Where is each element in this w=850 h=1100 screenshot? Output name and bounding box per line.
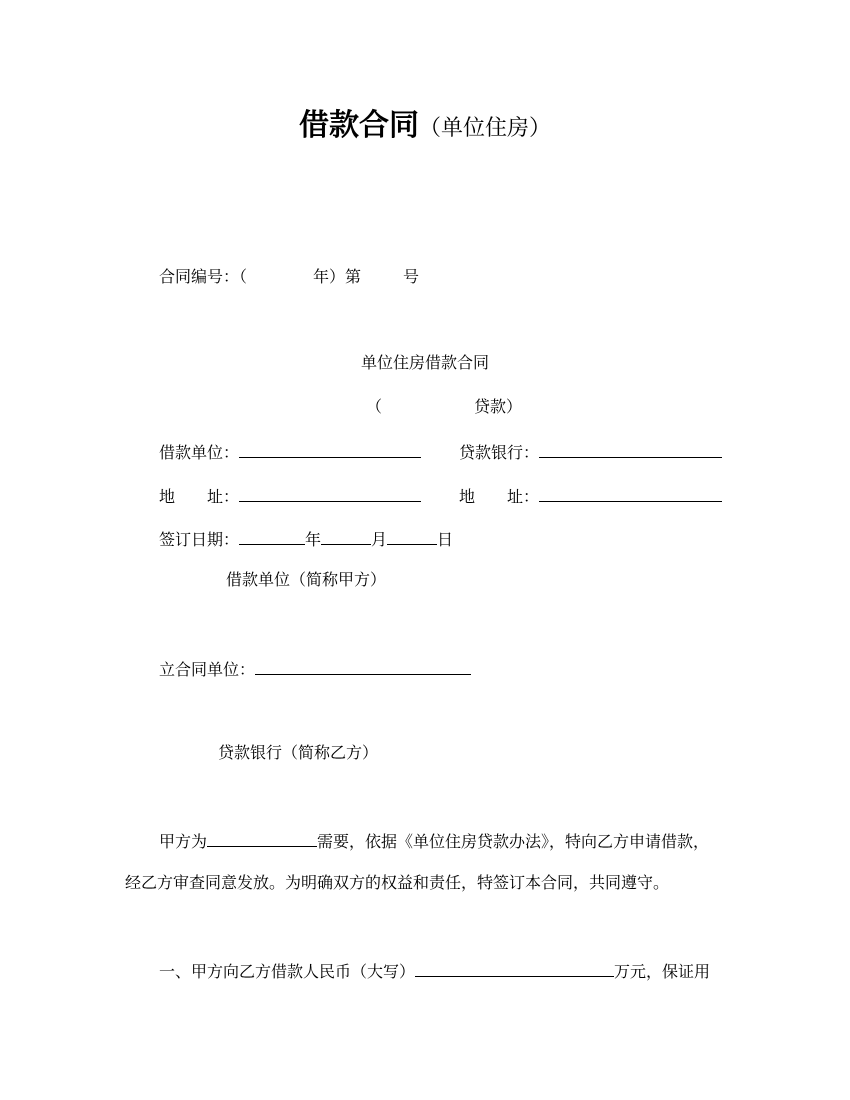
borrower-address-field [159,483,421,508]
sign-date-year: 年 [305,530,322,549]
party-b-text: 贷款银行（简称乙方） [218,743,379,762]
address-label-char1: 地 [159,487,176,506]
contract-number-year: 年）第 [313,267,362,286]
address-label-char2: 址： [507,487,540,506]
clause-1-part-1: 一、甲方向乙方借款人民币（大写） [159,962,416,981]
loan-type-line [366,396,522,418]
party-b-description [218,742,378,764]
paragraph-1-line-2-text: 经乙方审查同意发放。为明确双方的权益和责任，特签订本合同，共同遵守。 [125,873,670,892]
contract-number-label: 合同编号： [159,267,240,286]
paragraph-1-line-2 [125,872,669,894]
sign-date-month-blank[interactable] [321,526,371,545]
party-a-description [226,569,386,591]
sign-date-month: 月 [371,530,388,549]
contract-number-line [159,266,419,288]
lender-address-field [459,483,722,508]
lender-bank-label: 贷款银行： [459,443,540,462]
borrower-address-blank[interactable] [239,483,421,502]
sign-date-day-blank[interactable] [387,526,437,545]
title-main: 借款合同 [298,108,419,143]
address-label-char1: 地 [459,487,476,506]
party-a-text: 借款单位（简称甲方） [226,570,387,589]
sign-date-label: 签订日期： [159,530,240,549]
purpose-blank[interactable] [207,828,317,847]
contract-unit-field [159,656,471,681]
address-label-char2: 址： [207,487,240,506]
loan-type-suffix: 贷款） [474,397,523,416]
borrower-unit-field [159,439,421,464]
contract-subtitle [0,352,850,374]
sign-date-year-blank[interactable] [239,526,305,545]
loan-type-open-paren: （ [366,397,383,416]
subtitle-text: 单位住房借款合同 [360,353,489,372]
loan-amount-blank[interactable] [415,958,614,977]
paragraph-1-part-2: 需要，依据《单位住房贷款办法》，特向乙方申请借款， [317,832,710,851]
lender-bank-blank[interactable] [539,439,722,458]
sign-date-day: 日 [437,530,454,549]
contract-unit-blank[interactable] [255,656,471,675]
clause-1-line [159,958,710,983]
clause-1-part-2: 万元，保证用 [614,962,711,981]
contract-unit-label: 立合同单位： [159,660,256,679]
contract-number-open-paren: （ [239,267,248,286]
sign-date-field [159,526,453,551]
paragraph-1-part-1: 甲方为 [159,832,208,851]
lender-address-blank[interactable] [539,483,722,502]
borrower-unit-blank[interactable] [239,439,421,458]
paragraph-1-line-1 [159,828,709,853]
lender-bank-field [459,439,722,464]
contract-number-suffix: 号 [403,267,420,286]
borrower-unit-label: 借款单位： [159,443,240,462]
document-title [0,100,850,144]
title-sub: （单位住房） [418,116,551,141]
